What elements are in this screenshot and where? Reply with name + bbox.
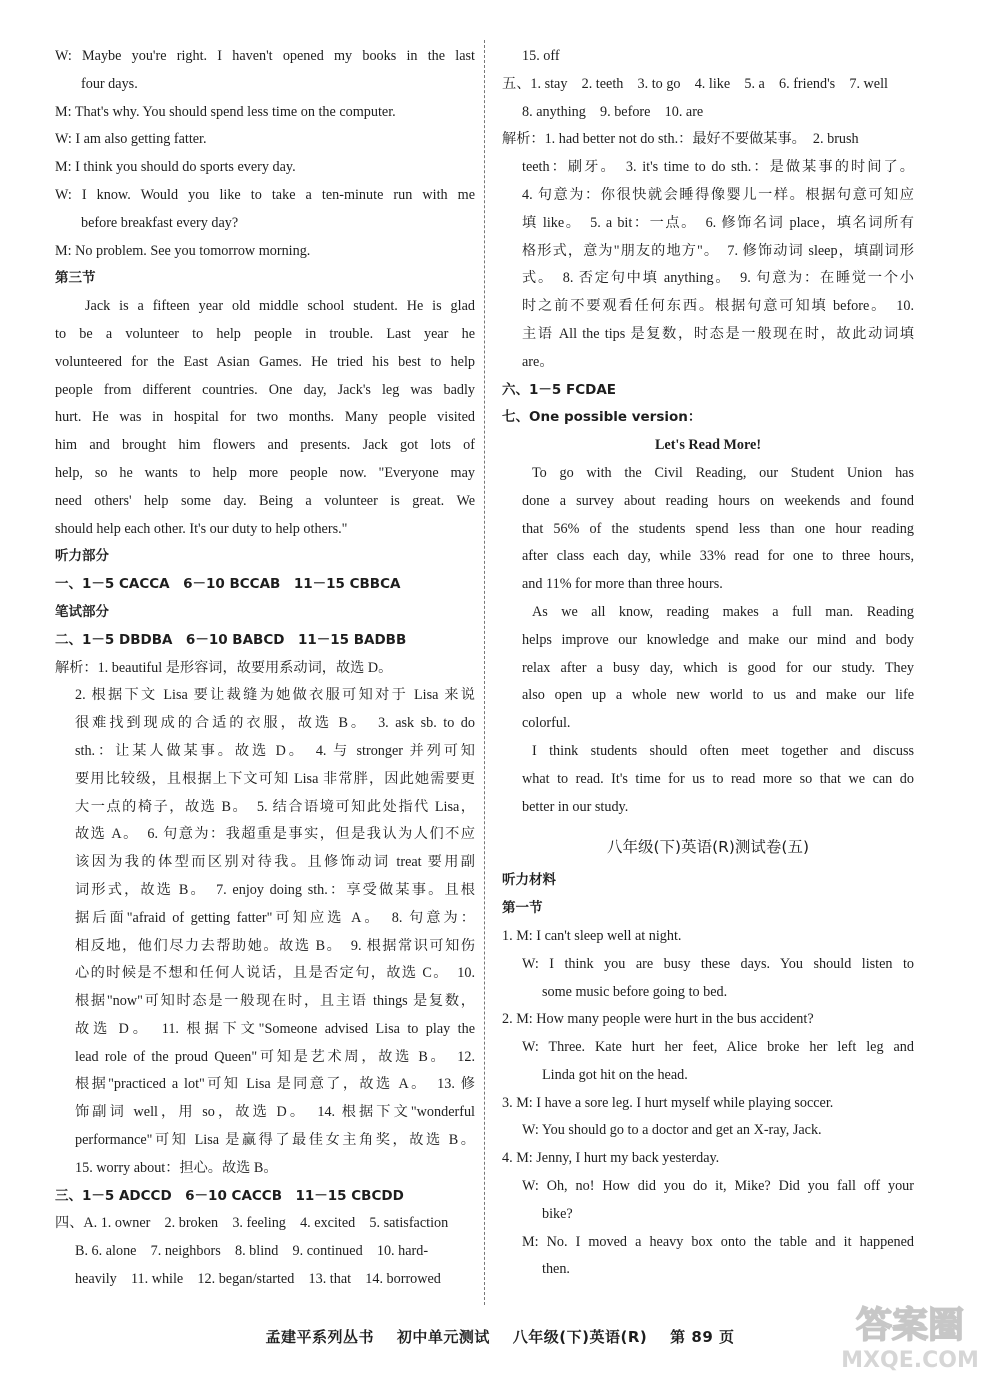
explanation-line: 相反地，他们尽力去帮助她。故选 B。 9. 根据常识可知伤 <box>75 937 475 954</box>
dialog-line: bike? <box>542 1205 573 1222</box>
essay-line: after class each day, while 33% read for one to three hours, <box>522 548 914 565</box>
section-heading: 第三节 <box>55 270 96 287</box>
listening-answers: 一、1－5 CACCA 6－10 BCCAB 11－15 CBBCA <box>55 576 401 593</box>
listening-dialogs <box>502 923 914 1284</box>
dialog-line: then. <box>542 1261 570 1278</box>
passage-line: him and brought him flowers and presents. Jack got lots of <box>55 437 475 454</box>
dialog-line: before breakfast every day? <box>81 214 239 231</box>
explanation-line: teeth：刷牙。 3. it's time to do sth.：是做某事的时间了。 <box>522 159 914 176</box>
essay-line: colorful. <box>522 715 571 732</box>
essay-line: and 11% for more than three hours. <box>522 576 723 593</box>
essay-line: what to read. It's time for us to read more so that we can do <box>522 770 914 787</box>
essay-line: also open up a whole new world to us and make our life <box>522 687 914 704</box>
passage-line: to be a volunteer to help people in trouble. Last year he <box>55 325 475 342</box>
dialog-line: M: No. I moved a heavy box onto the table and it happened <box>522 1233 914 1250</box>
explanation-line: 根据"now"可知时态是一般现在时，且主语 things 是复数， <box>75 993 475 1010</box>
listening-material-heading: 听力材料 <box>502 872 556 889</box>
essay-line: To go with the Civil Reading, our Student Union has <box>532 464 914 481</box>
explanation-line: 根据"practiced a lot"可知 Lisa 是同意了，故选 A。 13. 修 <box>75 1076 475 1093</box>
explanation-line: performance"可知 Lisa 是赢得了最佳女主角奖，故选 B。 <box>75 1132 475 1149</box>
essay-line: helps improve our knowledge and make our mind and body <box>522 631 914 648</box>
svg-text:MXQE.COM: MXQE.COM <box>841 1348 979 1373</box>
passage-line: help, so he wants to help more people now. "Everyone may <box>55 464 475 481</box>
explanation-line: 很难找到现成的合适的衣服，故选 B。 3. ask sb. to do <box>75 715 475 732</box>
dialog-line: 1. M: I can't sleep well at night. <box>502 927 682 944</box>
explanation-line: 2. 根据下文 Lisa 要让裁缝为她做衣服可知对于 Lisa 来说 <box>75 687 475 704</box>
dialog-line: 2. M: How many people were hurt in the bus accident? <box>502 1011 814 1028</box>
explanation-line: 式。 8. 否定句中填 anything。 9. 句意为：在睡觉一个小 <box>522 270 914 287</box>
dialog-line: W: You should go to a doctor and get an X-ray, Jack. <box>522 1122 822 1139</box>
dialog-line: W: I think you are busy these days. You should listen to <box>522 955 914 972</box>
dialog-line: M: I think you should do sports every day. <box>55 159 296 176</box>
essay-title: Let's Read More! <box>654 437 762 454</box>
footer-book: 初中单元测试 <box>396 1328 490 1346</box>
dialog-line: W: I am also getting fatter. <box>55 131 207 148</box>
explanation-line: 主语 All the tips 是复数，时态是一般现在时，故此动词填 <box>522 325 914 342</box>
explanation-line: 时之前不要观看任何东西。根据句意可知填 before。 10. <box>522 298 914 315</box>
part7-heading: 七、One possible version： <box>502 409 702 426</box>
essay-line: done a survey about reading hours on weekends and found <box>522 492 914 509</box>
dialog-line: M: No problem. See you tomorrow morning. <box>55 242 311 259</box>
explanation-line: 心的时候是不想和任何人说话，且是否定句，故选 C。 10. <box>75 965 475 982</box>
explanation-line: lead role of the proud Queen"可知是艺术周，故选 B。 12. <box>75 1048 475 1065</box>
explanation-line: 大一点的椅子，故选 B。 5. 结合语境可知此处指代 Lisa， <box>75 798 475 815</box>
part4-tail: 15. off <box>522 48 560 64</box>
section-heading: 第一节 <box>502 900 543 917</box>
explanation-line: 15. worry about：担心。故选 B。 <box>75 1159 278 1176</box>
explanation-block <box>55 655 475 1183</box>
part4-line: B. 6. alone 7. neighbors 8. blind 9. continued 10. hard- <box>75 1243 429 1260</box>
explanation-line: 解析：1. beautiful 是形容词，故要用系动词，故选 D。 <box>55 659 393 676</box>
essay-line: that 56% of the students spend less than one hour reading <box>522 520 914 537</box>
dialog-line: W: I know. Would you like to take a ten-minute run with me <box>55 186 475 203</box>
footer-grade: 八年级(下)英语(R) <box>512 1328 648 1346</box>
essay-line: I think students should often meet together and discuss <box>532 742 914 759</box>
passage-line: volunteered for the East Asian Games. He tried his best to help <box>55 353 475 370</box>
explanation-line: 故选 A。 6. 句意为：我超重是事实，但是我认为人们不应 <box>75 826 475 843</box>
part5-line: 8. anything 9. before 10. are <box>522 103 704 120</box>
explanation-line: 填 like。 5. a bit：一点。 6. 修饰名词 place，填名词所有 <box>522 214 914 231</box>
explanation-line: sth.：让某人做某事。故选 D。 4. 与 stronger 并列可知 <box>75 742 475 759</box>
footer-series: 孟建平系列丛书 <box>265 1328 374 1346</box>
part3-answers: 三、1－5 ADCCD 6－10 CACCB 11－15 CBCDD <box>55 1187 404 1204</box>
essay-line: As we all know, reading makes a full man. Reading <box>532 603 914 620</box>
passage-line: should help each other. It's our duty to help others." <box>55 520 348 537</box>
part6-answers: 六、1－5 FCDAE <box>502 381 616 398</box>
explanation-line: 4. 句意为：你很快就会睡得像婴儿一样。根据句意可知应 <box>522 186 914 203</box>
part4-line: heavily 11. while 12. began/started 13. that 14. borrowed <box>75 1271 441 1288</box>
part2-answers: 二、1－5 DBDBA 6－10 BABCD 11－15 BADBB <box>55 631 407 648</box>
explanation-line: 解析：1. had better not do sth.：最好不要做某事。 2. brush <box>502 131 859 148</box>
dialog-line: W: Oh, no! How did you do it, Mike? Did you fall off your <box>522 1178 914 1195</box>
essay-line: better in our study. <box>522 798 629 815</box>
svg-text:答案圈: 答案圈 <box>855 1305 965 1346</box>
explanation-line: 故选 D。 11. 根据下文"Someone advised Lisa to play the <box>75 1020 475 1037</box>
explanation-line: 据后面"afraid of getting fatter"可知应选 A。 8. 句意为： <box>75 909 475 926</box>
explanation-line: 要用比较级，且根据上下文可知 Lisa 非常胖，因此她需要更 <box>75 770 475 787</box>
column-divider <box>484 40 485 1305</box>
dialog-line: 4. M: Jenny, I hurt my back yesterday. <box>502 1150 720 1167</box>
listening-heading: 听力部分 <box>55 548 109 565</box>
explanation-line: 该因为我的体型而区别对待我。且修饰动词 treat 要用副 <box>75 854 475 871</box>
dialog-block <box>55 43 475 265</box>
dialog-line: M: That's why. You should spend less time on the computer. <box>55 103 396 120</box>
passage-line: people from different countries. One day, Jack's leg was badly <box>55 381 475 398</box>
explanation-line: 格形式，意为"朋友的地方"。 7. 修饰动词 sleep，填副词形 <box>522 242 914 259</box>
explanation-block <box>502 126 914 376</box>
passage-line: Jack is a fifteen year old middle school student. He is glad <box>85 298 475 315</box>
passage <box>55 293 475 543</box>
dialog-line: Linda got hit on the head. <box>542 1066 688 1083</box>
passage-line: need others' help some day. Being a volunteer is great. We <box>55 492 475 509</box>
watermark-logo <box>830 1295 990 1377</box>
essay-line: relax after a busy day, which is good for our study. They <box>522 659 914 676</box>
dialog-line: W: Three. Kate hurt her feet, Alice broke her left leg and <box>522 1039 914 1056</box>
footer-page-number: 第 89 页 <box>670 1328 735 1346</box>
left-column <box>55 43 475 1294</box>
written-heading: 笔试部分 <box>55 603 109 620</box>
dialog-line: four days. <box>81 75 138 92</box>
explanation-line: 词形式，故选 B。 7. enjoy doing sth.：享受做某事。且根 <box>75 881 475 898</box>
dialog-line: some music before going to bed. <box>542 983 728 1000</box>
part4-line: 四、A. 1. owner 2. broken 3. feeling 4. excited 5. satisfaction <box>55 1215 449 1232</box>
right-column <box>502 43 914 1284</box>
passage-line: hurt. He was in hospital for two months. Many people visited <box>55 409 475 426</box>
explanation-line: 饰副词 well，用 so，故选 D。 14. 根据下文"wonderful <box>75 1104 475 1121</box>
dialog-line: 3. M: I have a sore leg. I hurt myself while playing soccer. <box>502 1094 834 1111</box>
dialog-line: W: Maybe you're right. I haven't opened my books in the last <box>55 48 475 64</box>
explanation-line: are。 <box>522 353 554 370</box>
part5-line: 五、1. stay 2. teeth 3. to go 4. like 5. a 6. friend's 7. well <box>502 75 888 92</box>
essay <box>502 460 914 821</box>
test-title: 八年级(下)英语(R)测试卷(五) <box>606 838 810 857</box>
